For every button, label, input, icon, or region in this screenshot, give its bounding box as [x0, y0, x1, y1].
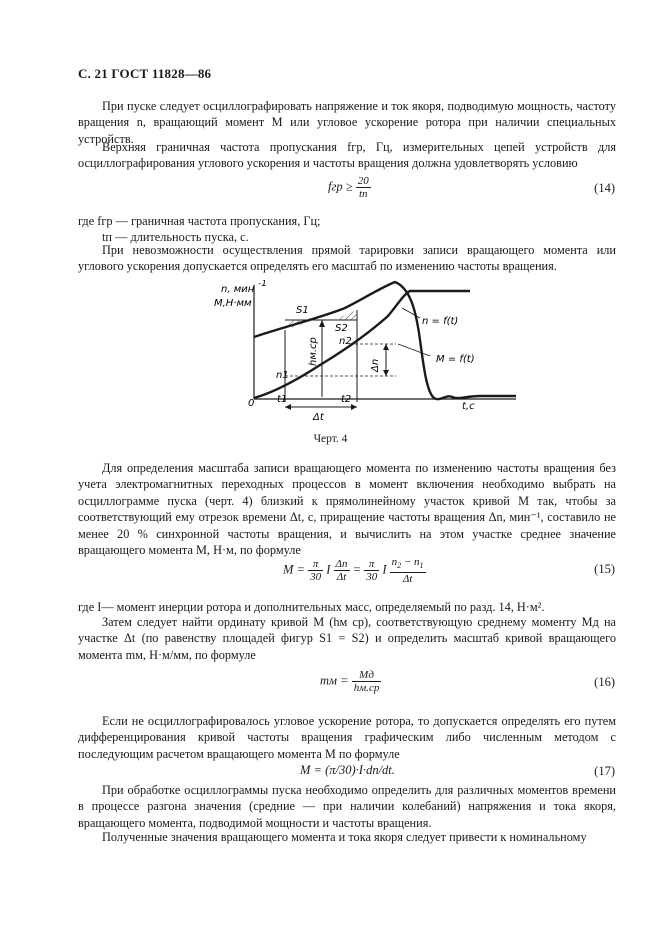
where-14-line2: tп — длительность пуска, с. — [102, 230, 249, 244]
dt-arrow-right — [351, 404, 357, 410]
label-curve-M: M = f(t) — [436, 354, 475, 365]
label-S2: S2 — [335, 323, 348, 334]
eq15-equals: = — [352, 562, 362, 577]
equation-15: M = $\frac{\pi}{30}$ I $\frac{\Delta n}{\Delta t}$ = $\frac{\pi}{30}$ I $\frac{n_2 - n_1}{\Delta t}$ — [283, 556, 424, 586]
label-dt: Δt — [313, 412, 324, 423]
eq16-fraction — [352, 669, 382, 694]
paragraph-7: При обработке осциллограммы пуска необходимо определить для различных моментов времени в процессе разгона значения (средние — при наличии колебаний) напряжения и тока якоря, вращающего момента, подводимой мощности и частоты вращения. — [78, 783, 616, 830]
equation-14-number: (14) — [594, 181, 615, 195]
equation-17-number: (17) — [594, 764, 615, 778]
equation-16 — [320, 669, 381, 694]
equation-17: M = (π/30)·I·dn/dt. — [300, 763, 395, 777]
paragraph-1: При пуске следует осциллографировать напряжение и ток якоря, подводимую мощность, частоту вращения n, вращающий момент M или угловое ускорение ротора при наличии специальных устройств. — [78, 99, 616, 146]
ylabel-n: n, мин — [221, 284, 255, 295]
eq14-numerator: 20 — [357, 175, 369, 187]
paragraph-6: Если не осциллографировалось угловое ускорение ротора, то допускается определять его путем дифференцирования кривой частоты вращения графическим либо численным методом с последующим расчетом вращающего момента M по формуле — [78, 714, 616, 761]
h-arrow-head — [319, 320, 325, 327]
n-curve-leader — [402, 308, 420, 318]
eq14-fraction — [356, 175, 371, 200]
label-t2: t2 — [341, 394, 352, 405]
paragraph-2: Верхняя граничная частота пропускания fгр, Гц, измерительных цепей устройств для осциллографирования углового ускорения и частоты вращения должна удовлетворять условию — [78, 140, 616, 171]
paragraph-3: При невозможности осуществления прямой тарировки записи вращающего момента или углового ускорения допускается определять его масштаб по изменению частоты вращения. — [78, 243, 616, 274]
equation-15-number: (15) — [594, 562, 615, 576]
eq14-denominator: tп — [358, 188, 368, 200]
where-14-line1: где fгр — граничная частота пропускания, Гц; — [78, 214, 321, 228]
ylabel-M: M,H·мм — [214, 298, 252, 309]
paragraph-8: Полученные значения вращающего момента и тока якоря следует привести к номинальному — [102, 830, 587, 844]
label-curve-n: n = f(t) — [422, 316, 459, 327]
label-dn: Δn — [370, 358, 381, 372]
label-S1: S1 — [296, 305, 309, 316]
label-t1: t1 — [277, 394, 288, 405]
M-curve-leader — [398, 344, 430, 356]
equation-16-number: (16) — [594, 675, 615, 689]
eq16-lhs: mм = — [320, 673, 349, 688]
paragraph-5: Затем следует найти ординату кривой M (hм ср), соответствующую среднему моменту Mд на участке Δt (по равенству площадей фигур S1 = S2) и определить масштаб кривой вращающего момента mм, Н·м/мм, по формуле — [78, 615, 616, 662]
eq14-lhs: fгр ≥ — [328, 179, 353, 194]
eq15-lhs: M = — [283, 562, 305, 577]
paragraph-4: Для определения масштаба записи вращающего момента по изменению частоты вращения без учета электромагнитных переходных процессов в момент включения необходимо выбрать на осциллограмме пуска (черт. 4) близкий к прямолинейному участок кривой M так, чтобы за соответствующий ему отрезок времени Δt, с, приращение частоты вращения Δn, мин⁻¹, составило не менее 20 % синхронной частоты вращения, и вычислить на этом участке среднее значение вращающего момента M, Н·м, по формуле — [78, 461, 616, 558]
label-n2: n2 — [339, 336, 352, 347]
curve-n — [254, 291, 470, 398]
page-header: С. 21 ГОСТ 11828—86 — [78, 66, 212, 81]
label-n1: n1 — [276, 370, 289, 381]
label-h: hм.ср — [308, 337, 319, 366]
eq16-denominator: hм.ср — [353, 682, 380, 694]
figure-caption: Черт. 4 — [313, 433, 348, 445]
where-15: где I— момент инерции ротора и дополнительных масс, определяемый по разд. 14, Н·м². — [78, 600, 545, 614]
figure-4-chart — [0, 280, 661, 430]
eq16-numerator: Mд — [352, 669, 382, 682]
label-t-axis: t,c — [462, 401, 475, 412]
dn-arrow-top — [383, 344, 389, 350]
label-origin: 0 — [248, 398, 255, 409]
equation-14 — [328, 175, 371, 200]
dn-arrow-bottom — [383, 370, 389, 376]
ylabel-exponent: -1 — [258, 280, 267, 289]
